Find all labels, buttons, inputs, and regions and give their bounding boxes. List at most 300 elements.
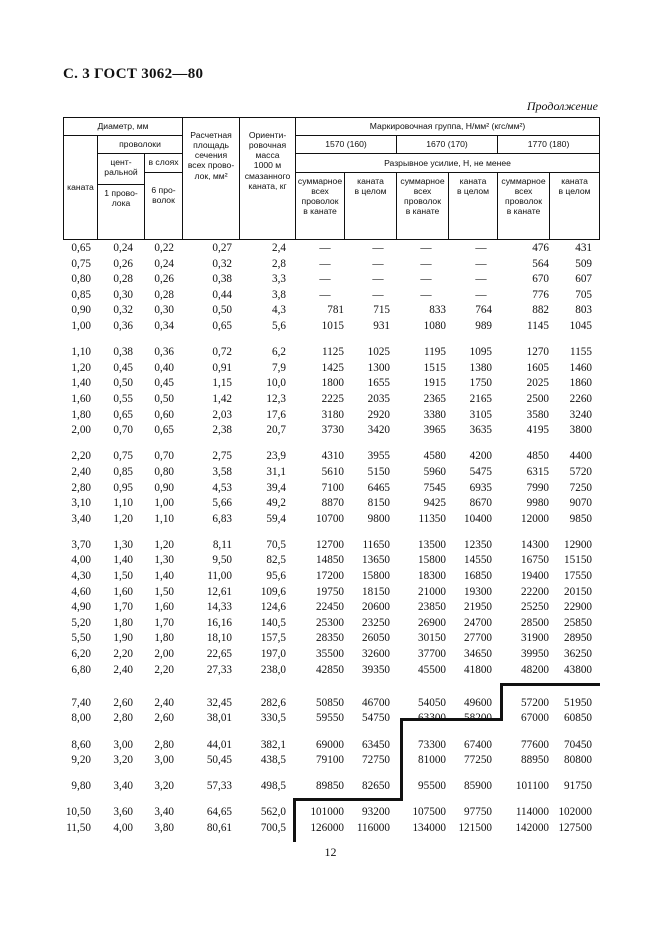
rope-1770-cell: 17550 — [564, 570, 592, 583]
rope-diameter-cell: 11,50 — [66, 822, 91, 835]
area-cell: 12,61 — [206, 585, 232, 598]
rope-1770-cell: 20150 — [564, 585, 592, 598]
rope-1770-cell: 9070 — [569, 497, 592, 510]
sum-1670-cell: 2365 — [423, 392, 446, 405]
rope-1570-cell: — — [372, 257, 384, 270]
layer-wire-cell: 3,40 — [154, 806, 174, 819]
central-wire-header: цент- ральной — [98, 154, 145, 185]
sum-1570-cell: — — [319, 273, 331, 286]
sum-1770-cell: 48200 — [521, 663, 549, 676]
rope-1570-cell: — — [372, 288, 384, 301]
layer-wire-cell: 0,90 — [154, 481, 174, 494]
rope-1770-cell: 9850 — [569, 512, 592, 525]
table-row — [63, 805, 599, 821]
sum-1770-cell: 4850 — [526, 450, 549, 463]
mass-cell: 382,1 — [260, 738, 286, 751]
table-row — [63, 257, 599, 273]
rope-1670-cell: 41800 — [464, 663, 492, 676]
sum-1670-cell: 81000 — [418, 754, 446, 767]
central-wire-cell: 0,85 — [113, 465, 133, 478]
mass-cell: 49,2 — [266, 497, 286, 510]
sum-1670-cell: 26900 — [418, 616, 446, 629]
mass-cell: 4,3 — [272, 304, 286, 317]
sum-1770-cell: 101100 — [515, 780, 549, 793]
rope-diameter-cell: 1,00 — [71, 319, 91, 332]
central-wire-cell: 0,32 — [113, 304, 133, 317]
rope-1770-cell: 4400 — [569, 450, 592, 463]
sum-1670-cell: 107500 — [412, 806, 446, 819]
sum-1770-cell: 9980 — [526, 497, 549, 510]
rope-1570-cell: 13650 — [362, 554, 390, 567]
area-cell: 5,66 — [212, 497, 232, 510]
rope-diameter-cell: 5,50 — [71, 632, 91, 645]
rope-1770-cell: 1860 — [569, 377, 592, 390]
layer-wire-cell: 2,40 — [154, 696, 174, 709]
rope-1570-cell: 2035 — [367, 392, 390, 405]
rope-1770-cell: 1045 — [569, 319, 592, 332]
sum-1570-cell: 1015 — [321, 319, 344, 332]
rope-1670-cell: 19300 — [464, 585, 492, 598]
step-line-segment — [500, 683, 503, 720]
table-row — [63, 423, 599, 439]
sum-1670-cell: 4580 — [423, 450, 446, 463]
rope-diameter-cell: 2,00 — [71, 424, 91, 437]
rope-diameter-cell: 1,80 — [71, 408, 91, 421]
rope-1770-cell: 28950 — [564, 632, 592, 645]
sum-1770-cell: 1605 — [526, 361, 549, 374]
central-wire-cell: 2,40 — [113, 663, 133, 676]
sum-1570-cell: 4310 — [321, 450, 344, 463]
mass-cell: 498,5 — [260, 780, 286, 793]
rope-diameter-cell: 2,20 — [71, 450, 91, 463]
breaking-force-header: Разрывное усилие, Н, не менее — [296, 154, 600, 173]
mass-cell: 7,9 — [272, 361, 286, 374]
area-cell: 1,15 — [212, 377, 232, 390]
mass-cell: 20,7 — [266, 424, 286, 437]
rope-1570-cell: 6465 — [367, 481, 390, 494]
rope-1670-cell: — — [475, 242, 487, 254]
diameter-header: Диаметр, мм — [64, 118, 183, 136]
sum-1570-cell: 10700 — [316, 512, 344, 525]
layer-wire-cell: 2,80 — [154, 738, 174, 751]
central-wire-cell: 0,30 — [113, 288, 133, 301]
area-cell: 64,65 — [206, 806, 232, 819]
rope-1670-cell: 1095 — [469, 346, 492, 359]
rope-1670-cell: 21950 — [464, 601, 492, 614]
table-row — [63, 496, 599, 512]
table-row — [63, 512, 599, 528]
sum-1670-cell: 95500 — [418, 780, 446, 793]
mass-cell: 3,8 — [272, 288, 286, 301]
sum-1770-cell: 19400 — [521, 570, 549, 583]
layer-wire-cell: 1,60 — [154, 601, 174, 614]
rope-1770-cell: 43800 — [564, 663, 592, 676]
rope-1570-cell: 2920 — [367, 408, 390, 421]
mass-cell: 5,6 — [272, 319, 286, 332]
sum-1670-cell: 45500 — [418, 663, 446, 676]
sum-1570-cell: 35500 — [316, 648, 344, 661]
sum-1570-cell: 28350 — [316, 632, 344, 645]
layer-wire-cell: 1,00 — [154, 497, 174, 510]
rope-1770-cell: 25850 — [564, 616, 592, 629]
central-wire-cell: 1,10 — [113, 497, 133, 510]
table-row — [63, 553, 599, 569]
central-wire-cell: 0,70 — [113, 424, 133, 437]
table-row — [63, 663, 599, 679]
table-row — [63, 647, 599, 663]
area-cell: 0,27 — [212, 242, 232, 254]
rope-1570-cell: 23250 — [362, 616, 390, 629]
sum-1670-cell: 3380 — [423, 408, 446, 421]
rope-diameter-cell: 8,00 — [71, 712, 91, 725]
rope-diameter-cell: 3,10 — [71, 497, 91, 510]
rope-1770-cell: 91750 — [564, 780, 592, 793]
table-row — [63, 585, 599, 601]
rope-1770-cell: 431 — [575, 242, 592, 254]
mass-cell: 140,5 — [260, 616, 286, 629]
central-wire-cell: 3,40 — [113, 780, 133, 793]
rope-diameter-cell: 0,75 — [71, 257, 91, 270]
sum-1770-cell: 16750 — [521, 554, 549, 567]
sum-1770-cell: 2025 — [526, 377, 549, 390]
table-row — [63, 779, 599, 795]
area-cell: 0,32 — [212, 257, 232, 270]
layer-wire-cell: 0,60 — [154, 408, 174, 421]
rope-diameter-cell: 8,60 — [71, 738, 91, 751]
central-wire-cell: 0,24 — [113, 242, 133, 254]
rope-1670-cell: 2165 — [469, 392, 492, 405]
sum-1770-cell: 77600 — [521, 738, 549, 751]
sum-1770-cell: 31900 — [521, 632, 549, 645]
layer-wire-cell: 0,34 — [154, 319, 174, 332]
central-wire-cell: 3,20 — [113, 754, 133, 767]
mass-cell: 282,6 — [260, 696, 286, 709]
rope-1770-cell: 12900 — [564, 538, 592, 551]
table-row — [63, 631, 599, 647]
rope-header-1770: каната в целом — [550, 173, 600, 240]
rope-1770-cell: 1155 — [570, 346, 592, 359]
central-wire-cell: 0,95 — [113, 481, 133, 494]
sum-1770-cell: 1145 — [527, 319, 549, 332]
rope-1770-cell: 15150 — [564, 554, 592, 567]
sum-1670-cell: 833 — [429, 304, 446, 317]
rope-1570-cell: 26050 — [362, 632, 390, 645]
one-wire-header: 1 прово- лока — [98, 185, 145, 240]
layer-wire-cell: 0,26 — [154, 273, 174, 286]
area-cell: 0,38 — [212, 273, 232, 286]
sum-1770-cell: 142000 — [515, 822, 549, 835]
rope-1570-cell: 5150 — [367, 465, 390, 478]
table-row — [63, 738, 599, 754]
rope-1570-cell: 1300 — [367, 361, 390, 374]
area-cell: 2,75 — [212, 450, 232, 463]
sum-1570-cell: — — [319, 242, 331, 254]
rope-1570-cell: — — [372, 273, 384, 286]
sum-1670-cell: 7545 — [423, 481, 446, 494]
rope-diameter-cell: 7,40 — [71, 696, 91, 709]
mass-header: Ориенти- ровочная масса 1000 м смазанного каната, кг — [240, 118, 296, 240]
table-row — [63, 696, 599, 712]
sum-header-1770: суммарное всех проволок в канате — [498, 173, 550, 240]
sum-1570-cell: 101000 — [310, 806, 344, 819]
mass-cell: 39,4 — [266, 481, 286, 494]
mass-cell: 700,5 — [260, 822, 286, 835]
mass-cell: 59,4 — [266, 512, 286, 525]
rope-1670-cell: 77250 — [464, 754, 492, 767]
mass-cell: 31,1 — [266, 465, 286, 478]
central-wire-cell: 1,90 — [113, 632, 133, 645]
sum-1670-cell: 23850 — [418, 601, 446, 614]
sum-1670-cell: — — [420, 242, 432, 254]
rope-1670-cell: 12350 — [464, 538, 492, 551]
sum-1770-cell: 776 — [532, 288, 549, 301]
rope-1770-cell: 607 — [575, 273, 592, 286]
central-wire-cell: 1,20 — [113, 512, 133, 525]
rope-1570-cell: 32600 — [362, 648, 390, 661]
layer-wire-cell: 3,20 — [154, 780, 174, 793]
sum-1570-cell: 3180 — [321, 408, 344, 421]
layer-wire-cell: 0,22 — [154, 242, 174, 254]
table-row — [63, 465, 599, 481]
sum-1570-cell: 1425 — [321, 361, 344, 374]
rope-1570-cell: 93200 — [362, 806, 390, 819]
central-wire-cell: 0,50 — [113, 377, 133, 390]
rope-diameter-cell: 3,70 — [71, 538, 91, 551]
rope-1570-cell: 15800 — [362, 570, 390, 583]
rope-1670-cell: 49600 — [464, 696, 492, 709]
rope-1670-cell: 34650 — [464, 648, 492, 661]
mass-cell: 438,5 — [260, 754, 286, 767]
rope-1670-cell: 8670 — [469, 497, 492, 510]
rope-1570-cell: 116000 — [356, 822, 390, 835]
rope-1670-cell: 4200 — [469, 450, 492, 463]
rope-1570-cell: 3420 — [367, 424, 390, 437]
table-row — [63, 711, 599, 727]
layer-wire-cell: 1,10 — [154, 512, 174, 525]
mass-cell: 197,0 — [260, 648, 286, 661]
sum-1570-cell: 7100 — [321, 481, 344, 494]
rope-diameter-cell: 1,20 — [71, 361, 91, 374]
rope-diameter-cell: 6,20 — [71, 648, 91, 661]
rope-1670-cell: 10400 — [464, 512, 492, 525]
sum-1570-cell: 8870 — [321, 497, 344, 510]
central-wire-cell: 2,60 — [113, 696, 133, 709]
rope-1770-cell: 36250 — [564, 648, 592, 661]
rope-1670-cell: 1750 — [469, 377, 492, 390]
layer-wire-cell: 1,50 — [154, 585, 174, 598]
layer-wire-cell: 2,00 — [154, 648, 174, 661]
area-cell: 22,65 — [206, 648, 232, 661]
rope-diameter-cell: 9,80 — [71, 780, 91, 793]
rope-1770-cell: 80800 — [564, 754, 592, 767]
area-cell: 27,33 — [206, 663, 232, 676]
layer-wire-cell: 2,20 — [154, 663, 174, 676]
central-wire-cell: 1,40 — [113, 554, 133, 567]
area-cell: 3,58 — [212, 465, 232, 478]
rope-diameter-cell: 0,80 — [71, 273, 91, 286]
rope-1570-cell: 18150 — [362, 585, 390, 598]
rope-diameter-cell: 0,85 — [71, 288, 91, 301]
area-header: Расчетная площадь сечения всех прово- лок, мм² — [183, 118, 240, 240]
rope-1770-cell: 102000 — [558, 806, 592, 819]
area-cell: 1,42 — [212, 392, 232, 405]
central-wire-cell: 1,70 — [113, 601, 133, 614]
rope-1770-cell: 60850 — [564, 712, 592, 725]
central-wire-cell: 2,80 — [113, 712, 133, 725]
mass-cell: 17,6 — [266, 408, 286, 421]
area-cell: 16,16 — [206, 616, 232, 629]
table-row — [63, 272, 599, 288]
layer-wire-cell: 1,80 — [154, 632, 174, 645]
sum-1570-cell: 781 — [327, 304, 344, 317]
continuation-label: Продолжение — [526, 99, 598, 113]
group-1570-header: 1570 (160) — [296, 136, 397, 154]
sum-1670-cell: 3965 — [423, 424, 446, 437]
area-cell: 0,44 — [212, 288, 232, 301]
sum-1770-cell: 22200 — [521, 585, 549, 598]
rope-diameter-cell: 0,65 — [71, 242, 91, 254]
rope-1770-cell: 803 — [575, 304, 592, 317]
table-row — [63, 449, 599, 465]
area-cell: 8,11 — [212, 538, 232, 551]
rope-1570-cell: 11650 — [362, 538, 390, 551]
sum-1770-cell: 882 — [532, 304, 549, 317]
table-body — [63, 241, 599, 837]
layer-wire-cell: 1,30 — [154, 554, 174, 567]
area-cell: 11,00 — [207, 570, 232, 583]
rope-1670-cell: 5475 — [469, 465, 492, 478]
rope-1570-cell: 39350 — [362, 663, 390, 676]
table-header — [63, 117, 600, 240]
central-wire-cell: 2,20 — [113, 648, 133, 661]
sum-1770-cell: 6315 — [526, 465, 549, 478]
sum-1770-cell: 3580 — [526, 408, 549, 421]
sum-1770-cell: 2500 — [526, 392, 549, 405]
page-number: 12 — [324, 845, 337, 859]
sum-1570-cell: 1125 — [322, 346, 344, 359]
central-wire-cell: 3,00 — [113, 738, 133, 751]
sum-1570-cell: 12700 — [316, 538, 344, 551]
sum-1570-cell: 3730 — [321, 424, 344, 437]
rope-diameter-cell: 9,20 — [71, 754, 91, 767]
rope-1770-cell: 5720 — [569, 465, 592, 478]
rope-1570-cell: 72750 — [362, 754, 390, 767]
rope-diameter-cell: 10,50 — [65, 806, 91, 819]
area-cell: 57,33 — [206, 780, 232, 793]
rope-diameter-cell: 2,80 — [71, 481, 91, 494]
rope-1770-cell: 70450 — [564, 738, 592, 751]
rope-1670-cell: 67400 — [464, 738, 492, 751]
layer-wire-cell: 1,70 — [154, 616, 174, 629]
table-row — [63, 600, 599, 616]
sum-1670-cell: 11350 — [418, 512, 446, 525]
mass-cell: 10,0 — [266, 377, 286, 390]
sum-1770-cell: 1270 — [526, 346, 549, 359]
central-wire-cell: 1,60 — [113, 585, 133, 598]
sum-1770-cell: 564 — [532, 257, 549, 270]
sum-1570-cell: 22450 — [316, 601, 344, 614]
sum-1770-cell: 476 — [532, 242, 549, 254]
sum-1570-cell: 25300 — [316, 616, 344, 629]
sum-1670-cell: 1195 — [424, 346, 446, 359]
sum-1570-cell: 19750 — [316, 585, 344, 598]
rope-diameter-cell: 1,40 — [71, 377, 91, 390]
sum-1670-cell: 1915 — [423, 377, 446, 390]
sum-1670-cell: 18300 — [418, 570, 446, 583]
area-cell: 4,53 — [212, 481, 232, 494]
central-wire-cell: 4,00 — [113, 822, 133, 835]
area-cell: 2,38 — [212, 424, 232, 437]
central-wire-cell: 0,26 — [113, 257, 133, 270]
sum-1670-cell: 134000 — [412, 822, 446, 835]
sum-1770-cell: 12000 — [521, 512, 549, 525]
sum-1670-cell: — — [420, 273, 432, 286]
table-row — [63, 538, 599, 554]
rope-1570-cell: 1655 — [367, 377, 390, 390]
sum-1670-cell: 9425 — [423, 497, 446, 510]
sum-1770-cell: 7990 — [526, 481, 549, 494]
layer-wire-cell: 1,20 — [154, 538, 174, 551]
table-row — [63, 361, 599, 377]
wires-header: проволоки — [98, 136, 183, 154]
rope-1670-cell: — — [475, 273, 487, 286]
rope-1570-cell: 46700 — [362, 696, 390, 709]
sum-1570-cell: 42850 — [316, 663, 344, 676]
area-cell: 18,10 — [206, 632, 232, 645]
sum-1570-cell: 69000 — [316, 738, 344, 751]
sum-1670-cell: 13500 — [418, 538, 446, 551]
step-line-segment — [293, 798, 403, 801]
sum-1570-cell: 14850 — [316, 554, 344, 567]
sum-1770-cell: 25250 — [521, 601, 549, 614]
mass-cell: 238,0 — [260, 663, 286, 676]
mass-cell: 95,6 — [266, 570, 286, 583]
central-wire-cell: 0,45 — [113, 361, 133, 374]
area-cell: 38,01 — [206, 712, 232, 725]
area-cell: 9,50 — [212, 554, 232, 567]
sum-1570-cell: 59550 — [316, 712, 344, 725]
area-cell: 0,72 — [212, 346, 232, 359]
table-row — [63, 408, 599, 424]
sum-1770-cell: 28500 — [521, 616, 549, 629]
sum-1770-cell: 14300 — [521, 538, 549, 551]
sum-1670-cell: 54050 — [418, 696, 446, 709]
rope-1570-cell: 63450 — [362, 738, 390, 751]
sum-1670-cell: 1080 — [423, 319, 446, 332]
sum-1670-cell: 37700 — [418, 648, 446, 661]
mass-cell: 124,6 — [260, 601, 286, 614]
table-row — [63, 241, 599, 257]
sum-1670-cell: 21000 — [418, 585, 446, 598]
sum-1570-cell: 50850 — [316, 696, 344, 709]
mass-cell: 12,3 — [266, 392, 286, 405]
step-line-segment — [293, 798, 296, 842]
layer-wire-cell: 0,40 — [154, 361, 174, 374]
rope-1670-cell: 14550 — [464, 554, 492, 567]
rope-diameter-cell: 4,30 — [71, 570, 91, 583]
rope-1670-cell: 989 — [475, 319, 492, 332]
rope-diameter-cell: 1,10 — [71, 346, 91, 359]
table-row — [63, 319, 599, 335]
rope-1670-cell: — — [475, 257, 487, 270]
table-row — [63, 345, 599, 361]
rope-1770-cell: 7250 — [569, 481, 592, 494]
rope-1770-cell: 22900 — [564, 601, 592, 614]
sum-header-1570: суммарное всех проволок в канате — [296, 173, 345, 240]
mass-cell: 3,3 — [272, 273, 286, 286]
area-cell: 2,03 — [212, 408, 232, 421]
rope-diameter-cell: 4,00 — [71, 554, 91, 567]
